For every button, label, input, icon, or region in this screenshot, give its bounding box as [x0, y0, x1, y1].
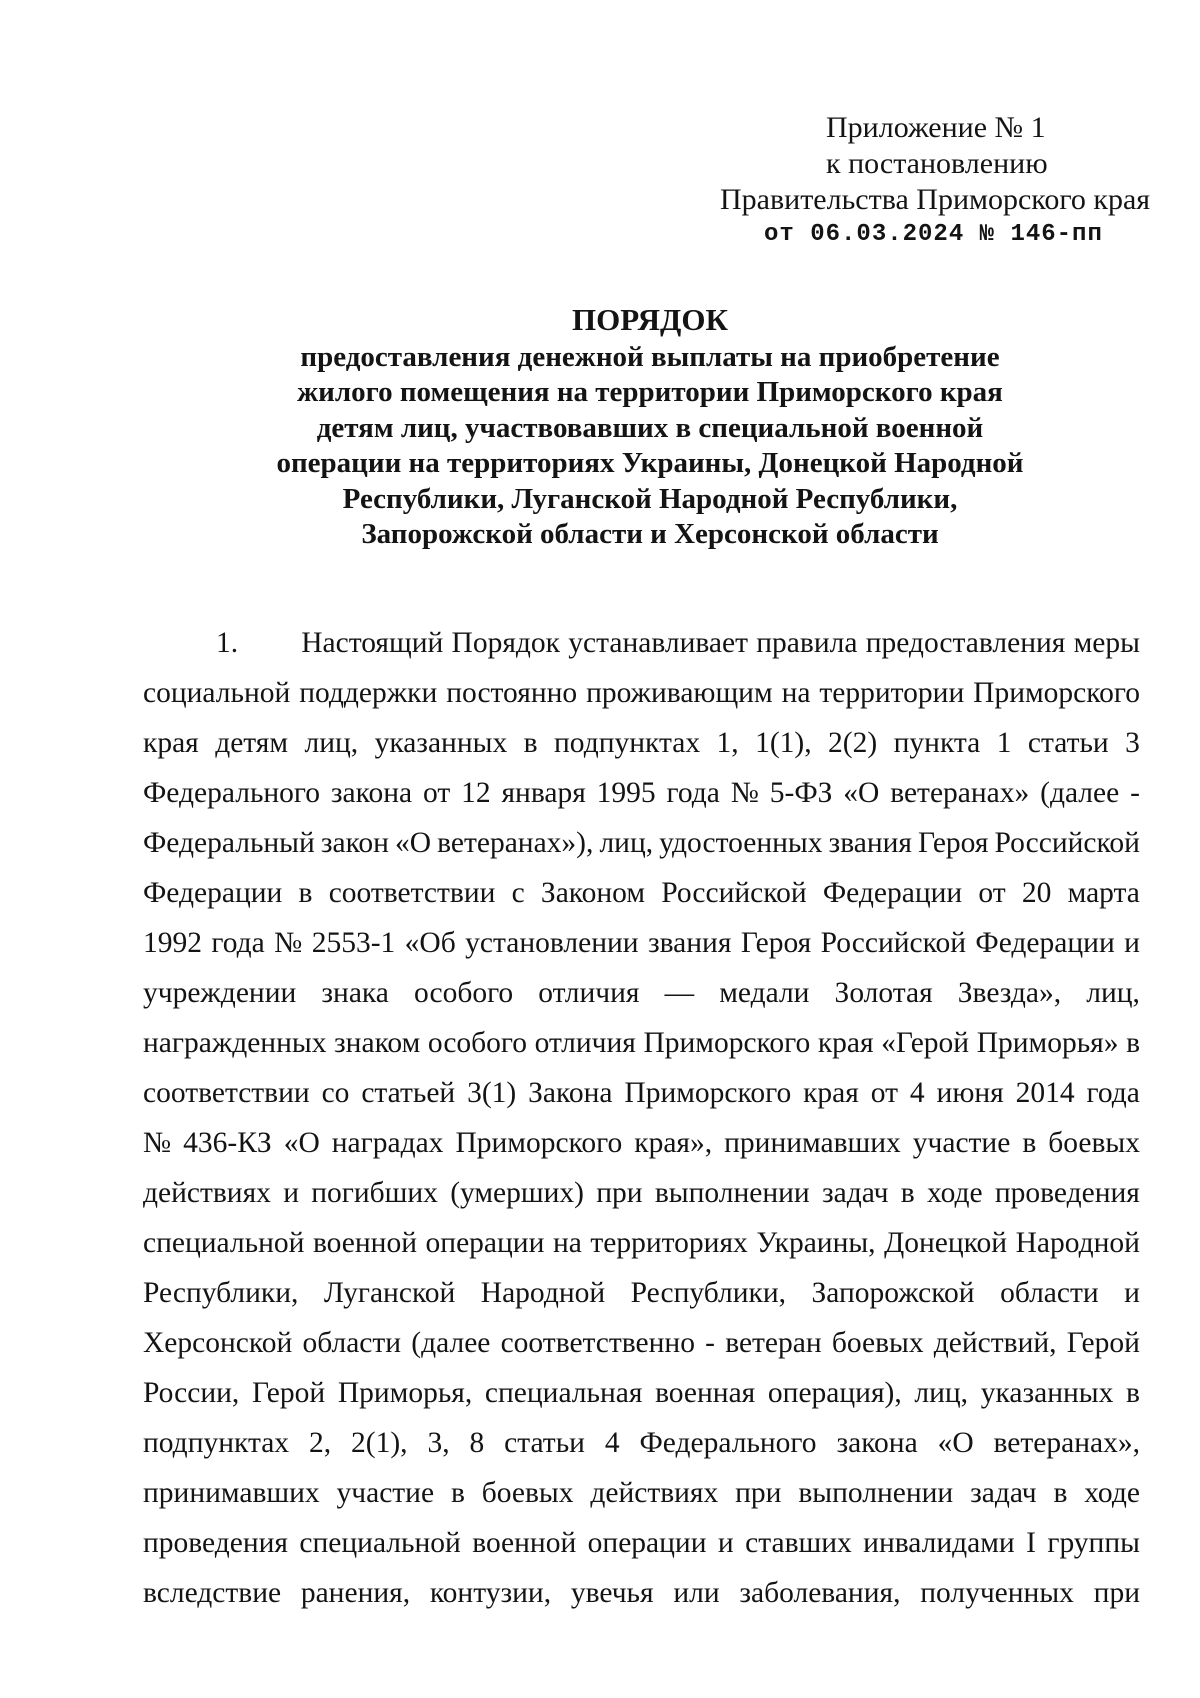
word: территориях	[590, 1227, 748, 1259]
word: предоставления	[865, 627, 1066, 659]
word: (умерших)	[450, 1177, 584, 1209]
word: -	[1130, 777, 1140, 809]
paragraph-line	[143, 1018, 1140, 1068]
word: статьи	[504, 1427, 585, 1459]
word: звания	[828, 827, 912, 859]
paragraph-line	[143, 1168, 1140, 1218]
word: «Об	[404, 927, 456, 959]
word: лиц,	[914, 1377, 969, 1409]
word: от	[978, 877, 1006, 909]
word: №	[730, 777, 759, 809]
word: соответствии	[143, 1077, 310, 1109]
word: специальной	[299, 1527, 461, 1559]
paragraph-line	[143, 818, 1140, 868]
word: проживающим	[586, 677, 773, 709]
word: задач	[970, 1477, 1037, 1509]
word: постоянно	[446, 677, 578, 709]
word: боевых	[831, 1327, 924, 1359]
paragraph-line	[143, 1468, 1140, 1518]
word: устанавливает	[568, 627, 749, 659]
word: в	[900, 1177, 915, 1209]
title-line: жилого помещения на территории Приморского края	[297, 376, 1003, 409]
word: 3,	[427, 1427, 450, 1459]
word: Герой	[251, 1377, 326, 1409]
word: Настоящий	[301, 627, 444, 659]
word: и	[283, 1177, 299, 1209]
word: (далее	[411, 1327, 491, 1359]
word: специальной	[143, 1227, 305, 1259]
paragraph-line	[143, 618, 1140, 668]
word: подпунктах	[143, 1427, 290, 1459]
word: инвалидами	[863, 1527, 1015, 1559]
word: 1(1),	[755, 727, 812, 759]
word: статьей	[361, 1077, 456, 1109]
word: Луганской	[323, 1277, 456, 1309]
resolution-date-stamp: от 06.03.2024 № 146-пп	[764, 221, 1103, 248]
word: в	[1022, 1127, 1037, 1159]
word: контузии,	[429, 1577, 552, 1609]
word: I	[1026, 1527, 1036, 1559]
word: в	[523, 727, 538, 759]
word: действий,	[933, 1327, 1057, 1359]
word: года	[211, 927, 265, 959]
word: 2553-1	[311, 927, 396, 959]
word: закона	[836, 1427, 918, 1459]
word: наградах	[331, 1127, 444, 1159]
word: подпунктах	[554, 727, 701, 759]
word: пункта	[893, 727, 981, 759]
word: в	[450, 1477, 465, 1509]
title-line: предоставления денежной выплаты на приобретение	[300, 341, 1000, 373]
word: Закона	[528, 1077, 613, 1109]
word: в	[1126, 1377, 1140, 1409]
title-line: детям лиц, участвовавших в специальной военной	[316, 411, 984, 444]
word: 3(1)	[467, 1077, 517, 1109]
word: меры	[1073, 627, 1140, 659]
word: края	[817, 1027, 874, 1059]
word: правила	[756, 627, 858, 659]
word: установлении	[465, 927, 639, 959]
word: принимавших	[143, 1477, 320, 1509]
word: Федеральный	[143, 827, 315, 859]
word: —	[664, 977, 695, 1009]
word: и	[717, 1527, 734, 1559]
word: края	[143, 727, 199, 759]
word: края	[803, 1077, 859, 1109]
word: при	[735, 1477, 782, 1509]
paragraph-line	[143, 1568, 1140, 1618]
word: задач	[821, 1177, 889, 1209]
word: Херсонской	[143, 1327, 293, 1359]
paragraph-number: 1.	[216, 627, 239, 659]
word: ветеранах»,	[993, 1427, 1140, 1459]
word: ходе	[926, 1177, 983, 1209]
word: ходе	[1084, 1477, 1140, 1509]
word: Украины,	[756, 1227, 876, 1259]
paragraph-line	[143, 1518, 1140, 1568]
paragraph-line	[143, 868, 1140, 918]
word: 4	[909, 1077, 925, 1109]
word: знака	[321, 977, 389, 1009]
word: Российской	[661, 877, 807, 909]
word: области	[302, 1327, 402, 1359]
word: 1	[996, 727, 1012, 759]
paragraph-line	[143, 1118, 1140, 1168]
word: Народной	[480, 1277, 606, 1309]
word: или	[673, 1577, 720, 1609]
word: области	[1000, 1277, 1099, 1309]
word: звания	[647, 927, 732, 959]
word: Российской	[820, 927, 967, 959]
word: России,	[143, 1377, 240, 1409]
word: Порядок	[451, 627, 561, 659]
word: от	[422, 777, 451, 809]
word: медали	[719, 977, 810, 1009]
title-heading: ПОРЯДОК	[572, 302, 728, 337]
word: на	[552, 1227, 582, 1259]
word: выполнении	[798, 1477, 954, 1509]
word: Запорожской	[811, 1277, 975, 1309]
word: ставших	[745, 1527, 852, 1559]
word: 20	[1021, 877, 1052, 909]
word: вследствие	[143, 1577, 282, 1609]
word: 1995	[596, 777, 656, 809]
paragraph-line	[143, 768, 1140, 818]
word: операция),	[767, 1377, 902, 1409]
word: 436-КЗ	[183, 1127, 272, 1159]
word: 2,	[308, 1427, 332, 1459]
word: группы	[1047, 1527, 1140, 1559]
word: отличия	[538, 977, 640, 1009]
word: указанных	[374, 727, 508, 759]
word: погибших	[311, 1177, 438, 1209]
word: проведения	[143, 1527, 288, 1559]
paragraph-line	[143, 1368, 1140, 1418]
word: детям	[215, 727, 289, 759]
word: лиц,	[599, 827, 654, 859]
word: специальная	[484, 1377, 643, 1409]
paragraph-line	[143, 1418, 1140, 1468]
word: ранения,	[300, 1577, 411, 1609]
word: 5-ФЗ	[769, 777, 833, 809]
word: 2(2)	[828, 727, 878, 759]
paragraph-line	[143, 718, 1140, 768]
word: особого	[427, 1027, 528, 1059]
paragraph-1	[143, 618, 1140, 1618]
word: Приморского	[455, 1127, 623, 1159]
word: №	[143, 1127, 172, 1159]
word: военной	[472, 1527, 577, 1559]
word: ветеранах»),	[437, 827, 594, 859]
word: с	[511, 877, 525, 909]
word: Звезда»,	[957, 977, 1062, 1009]
word: года	[666, 777, 720, 809]
title-line: Республики, Луганской Народной Республики,	[342, 482, 958, 515]
word: со	[321, 1077, 350, 1109]
word: «О	[395, 827, 432, 859]
paragraph-line	[143, 968, 1140, 1018]
word: 12	[461, 777, 491, 809]
word: «О	[843, 777, 880, 809]
word: Народной	[1015, 1227, 1140, 1259]
word: удостоенных	[659, 827, 823, 859]
word: статьи	[1027, 727, 1109, 759]
word: территории	[819, 677, 965, 709]
word: соответствии	[328, 877, 496, 909]
word: Федерации	[143, 877, 283, 909]
word: на	[781, 677, 811, 709]
word: (далее	[1040, 777, 1120, 809]
word: проведения	[994, 1177, 1140, 1209]
paragraph-line	[143, 918, 1140, 968]
word: июня	[936, 1077, 1004, 1109]
word: участие	[912, 1127, 1011, 1159]
paragraph-line	[143, 668, 1140, 718]
word: в	[1053, 1477, 1068, 1509]
word: лиц,	[1086, 977, 1140, 1009]
word: Федерального	[639, 1427, 817, 1459]
word: награжденных	[143, 1027, 327, 1059]
word: Донецкой	[884, 1227, 1008, 1259]
word: Героя	[740, 927, 812, 959]
word: 3	[1125, 727, 1140, 759]
word: Республики,	[143, 1277, 299, 1309]
title-line: Запорожской области и Херсонской области	[361, 518, 939, 551]
word: января	[501, 777, 586, 809]
word: года	[1086, 1077, 1140, 1109]
word: Законом	[540, 877, 646, 909]
word: операции	[587, 1527, 707, 1559]
word: соответственно	[500, 1327, 695, 1359]
word: в	[298, 877, 313, 909]
word: Приморья,	[337, 1377, 473, 1409]
word: Федерального	[143, 777, 321, 809]
word: при	[1093, 1577, 1140, 1609]
word: 1992	[143, 927, 202, 959]
word: 8	[469, 1427, 485, 1459]
word: Приморского	[973, 677, 1140, 709]
appendix-authority: Правительства Приморского края	[720, 183, 1151, 216]
word: 2014	[1015, 1077, 1075, 1109]
word: в	[1126, 1027, 1140, 1059]
word: закон	[320, 827, 389, 859]
word: лиц,	[304, 727, 359, 759]
word: особого	[413, 977, 514, 1009]
word: «О	[937, 1427, 974, 1459]
word: Герой	[1066, 1327, 1140, 1359]
word: закона	[330, 777, 413, 809]
word: Героя	[918, 827, 989, 859]
word: при	[596, 1177, 643, 1209]
paragraph-line	[143, 1268, 1140, 1318]
word: военной	[312, 1227, 417, 1259]
word: боевых	[481, 1477, 574, 1509]
word: «О	[283, 1127, 320, 1159]
word: операции	[425, 1227, 545, 1259]
paragraph-line	[143, 1218, 1140, 1268]
word: марта	[1067, 877, 1140, 909]
word: от	[870, 1077, 898, 1109]
word: участие	[336, 1477, 435, 1509]
word: №	[274, 927, 303, 959]
word: действиях	[143, 1177, 271, 1209]
word: знаком	[334, 1027, 421, 1059]
paragraph-line	[143, 1318, 1140, 1368]
word: края»,	[634, 1127, 713, 1159]
word: действиях	[590, 1477, 719, 1509]
word: Федерации	[975, 927, 1115, 959]
word: отличия	[534, 1027, 636, 1059]
word: поддержки	[299, 677, 438, 709]
word: Федерации	[822, 877, 963, 909]
word: заболевания,	[739, 1577, 901, 1609]
word: 1,	[716, 727, 739, 759]
word: ветеран	[725, 1327, 822, 1359]
word: увечья	[570, 1577, 654, 1609]
word: выполнении	[654, 1177, 810, 1209]
word: полученных	[920, 1577, 1074, 1609]
word: ветеранах»	[890, 777, 1030, 809]
word: учреждении	[143, 977, 297, 1009]
word: 2(1),	[351, 1427, 408, 1459]
word: -	[705, 1327, 715, 1359]
title-line: операции на территориях Украины, Донецкой Народной	[276, 447, 1024, 480]
word: военная	[655, 1377, 756, 1409]
word: 4	[604, 1427, 620, 1459]
word: Приморского	[643, 1027, 811, 1059]
document-title	[200, 300, 1100, 552]
word: и	[1124, 1277, 1140, 1309]
appendix-reference: к постановлению	[826, 147, 1048, 180]
word: Республики,	[630, 1277, 787, 1309]
word: Приморского	[624, 1077, 792, 1109]
word: принимавших	[724, 1127, 901, 1159]
word: Золотая	[834, 977, 933, 1009]
word: Российской	[994, 827, 1140, 859]
appendix-number: Приложение № 1	[826, 111, 1046, 144]
word: «Герой	[881, 1027, 970, 1059]
word: боевых	[1048, 1127, 1140, 1159]
word: и	[1124, 927, 1140, 959]
word: социальной	[143, 677, 291, 709]
word: указанных	[980, 1377, 1114, 1409]
paragraph-line	[143, 1068, 1140, 1118]
word: Приморья»	[976, 1027, 1119, 1059]
